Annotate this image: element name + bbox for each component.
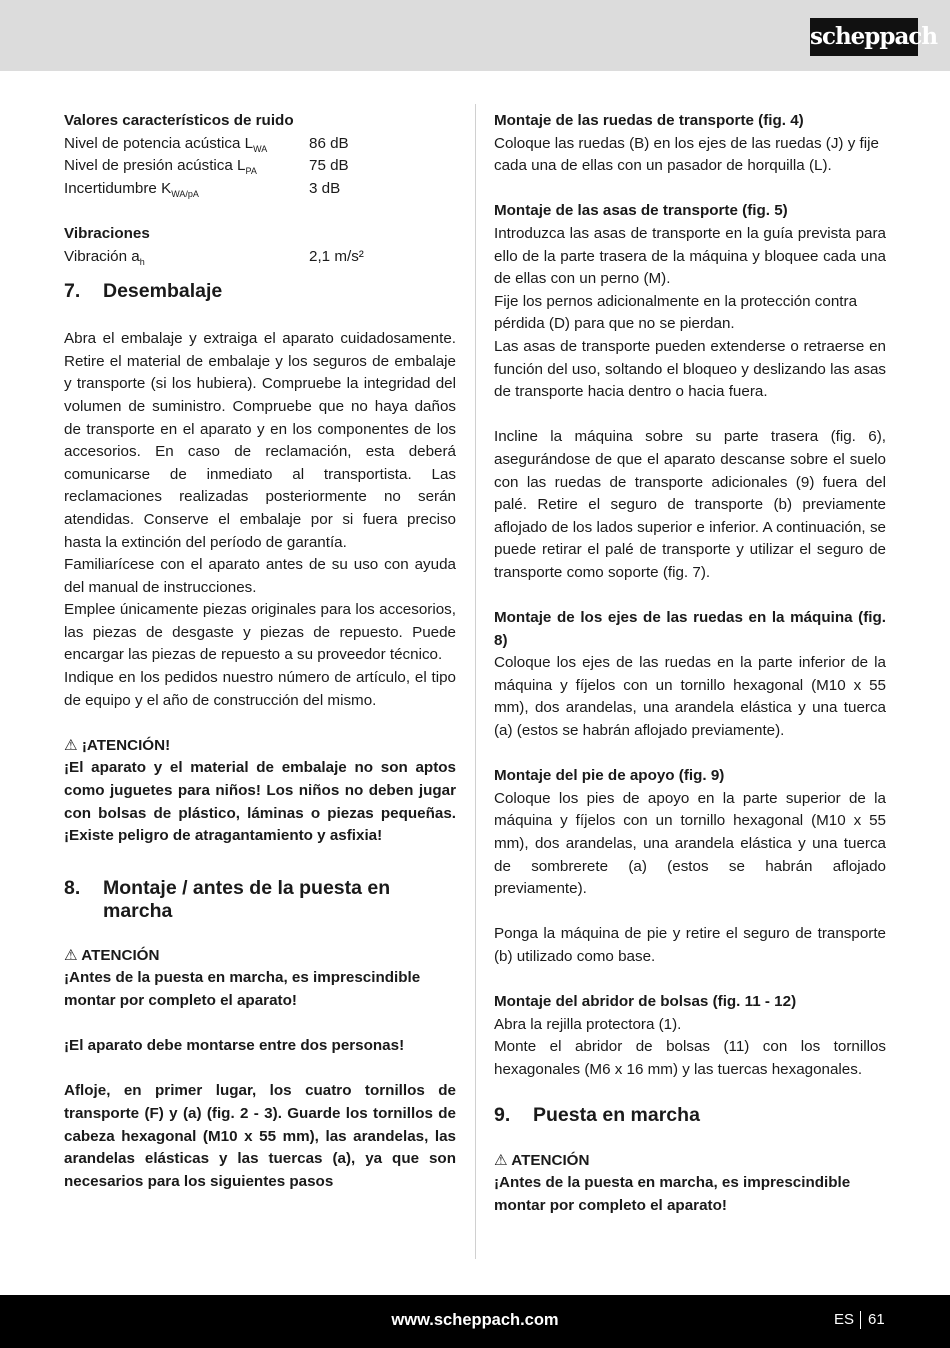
warning-title: ⚠ ¡ATENCIÓN! <box>64 736 171 754</box>
tilt-text: Incline la máquina sobre su parte trasera (fig. 6), asegurándose de que el aparato descanse sobre el suelo con las ruedas de transporte adicionales (9) fuera del palé. Retire el seguro de transporte (b) previamente aflojado de los lados superior e inferior. A continuación, se puede retirar el palé de transporte y utilizar el seguro de transporte como soporte (fig. 7). <box>494 428 886 581</box>
warning-text: ¡El aparato y el material de embalaje no son aptos como juguetes para niños! Los niños no deben jugar con bolsas de plástico, láminas o piezas pequeñas. ¡Existe peligro de atragantamiento y asfixia! <box>64 759 456 845</box>
warning-title: ⚠ ATENCIÓN <box>64 946 160 964</box>
noise-row-pressure <box>64 155 456 178</box>
opener-text: Abra la rejilla protectora (1). <box>494 1015 682 1033</box>
section-7-heading <box>64 280 456 303</box>
section-8-heading <box>64 877 456 923</box>
vibration-sub: h <box>139 256 145 267</box>
vibration-label: Vibración a <box>64 247 140 265</box>
noise-value: 86 dB <box>309 134 349 152</box>
header-band <box>0 0 950 71</box>
two-persons-note: ¡El aparato debe montarse entre dos personas! <box>64 1037 405 1055</box>
warning-text: ¡Antes de la puesta en marcha, es imprescindible montar por completo el aparato! <box>494 1174 851 1214</box>
unpacking-paragraph: Familiarícese con el aparato antes de su uso con ayuda del manual de instrucciones. <box>64 556 456 596</box>
noise-row-uncertainty <box>64 178 456 201</box>
wheels-text: Coloque las ruedas (B) en los ejes de las ruedas (J) y fije cada una de ellas con un pasador de horquilla (L). <box>494 134 879 175</box>
foot-text: Coloque los pies de apoyo en la parte superior de la máquina y fíjelos con un tornillo hexagonal (M10 x 55 mm), dos arandelas, una arandela elástica y una tuerca de sombrerete (a) (estos se habrán aflojado previamente). <box>494 789 886 898</box>
noise-sub: WA <box>253 143 268 154</box>
section-title: Montaje / antes de la puesta en marcha <box>103 876 391 922</box>
warning-text: ¡Antes de la puesta en marcha, es imprescindible montar por completo el aparato! <box>64 969 421 1009</box>
foot-title: Montaje del pie de apoyo (fig. 9) <box>494 767 725 785</box>
unpacking-paragraph: Indique en los pedidos nuestro número de artículo, el tipo de equipo y el año de construcción del mismo. <box>64 669 456 709</box>
handles-text: Las asas de transporte pueden extenderse o retraerse en función del uso, soltando el bloqueo y deslizando las asas de transporte hacia dentro o hacia fuera. <box>494 337 886 401</box>
section-number: 9. <box>494 1103 511 1126</box>
unpacking-paragraph: Emplee únicamente piezas originales para los accesorios, las piezas de desgaste y piezas de repuesto. Puede encargar las piezas de repuesto a su proveedor técnico. <box>64 601 456 664</box>
page-number: 61 <box>868 1311 885 1328</box>
section-9-heading <box>494 1104 886 1127</box>
handles-title: Montaje de las asas de transporte (fig. 5) <box>494 202 788 220</box>
noise-value: 75 dB <box>309 157 349 175</box>
language-code: ES <box>834 1311 855 1328</box>
noise-sub: PA <box>245 166 257 177</box>
right-column <box>494 110 886 1217</box>
opener-title: Montaje del abridor de bolsas (fig. 11 - 12) <box>494 993 797 1011</box>
upright-text: Ponga la máquina de pie y retire el seguro de transporte (b) utilizado como base. <box>494 925 886 965</box>
vibration-row <box>64 246 456 269</box>
left-column <box>64 110 456 1193</box>
axles-text: Coloque los ejes de las ruedas en la parte inferior de la máquina y fíjelos con un tornillo hexagonal (M10 x 55 mm), dos arandelas, una arandela elástica y una tuerca (a) (estos se habrán aflojado previamente). <box>494 654 886 740</box>
handles-text: Fije los pernos adicionalmente en la protección contra pérdida (D) para que no se pierdan. <box>494 292 858 333</box>
noise-label: Nivel de potencia acústica L <box>64 134 254 152</box>
noise-row-power <box>64 133 456 156</box>
axles-title: Montaje de los ejes de las ruedas en la máquina (fig. 8) <box>494 609 886 649</box>
vibration-value: 2,1 m/s² <box>309 247 364 265</box>
noise-value: 3 dB <box>309 179 341 197</box>
website-link[interactable]: www.scheppach.com <box>391 1311 559 1329</box>
noise-title: Valores característicos de ruido <box>64 112 294 129</box>
column-divider <box>475 104 476 1259</box>
noise-label: Incertidumbre K <box>64 179 172 197</box>
page-separator <box>860 1311 861 1329</box>
unpacking-paragraph: Abra el embalaje y extraiga el aparato cuidadosamente. Retire el material de embalaje y los seguros de embalaje y transporte (si los hubiera). Compruebe la integridad del volumen de suministro. Compruebe que no haya daños de transporte en el aparato y en los componentes de los accesorios. En caso de reclamación, esta deberá comunicarse de inmediato al transportista. Las reclamaciones realizadas posteriormente no serán atendidas. Conserve el embalaje por si fuera preciso hasta la extinción del período de garantía. <box>64 330 456 551</box>
handles-text: Introduzca las asas de transporte en la guía prevista para ello de la parte trasera de la máquina y bloquee cada una de ellas con un perno (M). <box>494 224 886 288</box>
warning-title: ⚠ ATENCIÓN <box>494 1151 590 1169</box>
loosen-instructions: Afloje, en primer lugar, los cuatro tornillos de transporte (F) y (a) (fig. 2 - 3). Guarde los tornillos de cabeza hexagonal (M10 x 55 mm), las arandelas, las arandelas elásticas y las tuercas (a), ya que son necesarios para los siguientes pasos <box>64 1082 456 1190</box>
vibration-title: Vibraciones <box>64 224 150 242</box>
opener-text: Monte el abridor de bolsas (11) con los tornillos hexagonales (M6 x 16 mm) y las tuercas hexagonales. <box>494 1038 886 1078</box>
footer-bar <box>0 1295 950 1348</box>
section-number: 8. <box>64 876 81 899</box>
noise-label: Nivel de presión acústica L <box>64 157 246 175</box>
section-number: 7. <box>64 280 81 303</box>
wheels-title: Montaje de las ruedas de transporte (fig. 4) <box>494 112 804 129</box>
section-title: Puesta en marcha <box>533 1103 700 1126</box>
section-title: Desembalaje <box>103 280 223 303</box>
noise-sub: WA/pA <box>171 188 199 199</box>
brand-logo: scheppach <box>810 18 918 56</box>
